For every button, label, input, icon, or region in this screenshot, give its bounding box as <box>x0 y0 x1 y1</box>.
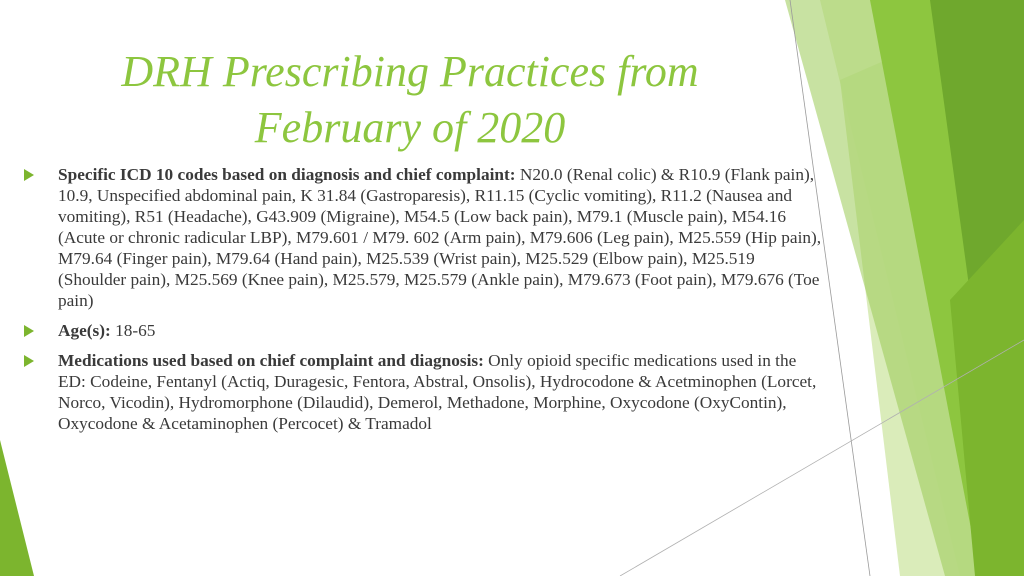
bullet-label: Medications used based on chief complaint and diagnosis: <box>58 351 484 370</box>
triangle-right-icon <box>24 355 34 367</box>
bullet-medications <box>24 350 824 434</box>
bullet-ages <box>24 320 824 341</box>
bullet-label: Specific ICD 10 codes based on diagnosis and chief complaint: <box>58 165 516 184</box>
bullet-text: N20.0 (Renal colic) & R10.9 (Flank pain), 10.9, Unspecified abdominal pain, K 31.84 (Gastroparesis), R11.15 (Cyclic vomiting), R11.2 (Nausea and vomiting), R51 (Headache), G43.909 (Migraine), M54.5 (Low back pain), M79.1 (Muscle pain), M54.16 (Acute or chronic radicular LBP), M79.601 / M79. 602 (Arm pain), M79.606 (Leg pain), M25.559 (Hip pain), M79.64 (Finger pain), M79.64 (Hand pain), M25.539 (Wrist pain), M25.529 (Elbow pain), M25.519 (Shoulder pain), M25.569 (Knee pain), M25.579, M25.579 (Ankle pain), M79.673 (Foot pain), M79.676 (Toe pain) <box>58 165 822 310</box>
slide-title <box>40 44 780 156</box>
bullet-list <box>24 164 824 443</box>
triangle-right-icon <box>24 169 34 181</box>
left-green-accent <box>0 440 34 576</box>
slide-title-line-1: DRH Prescribing Practices from <box>121 47 699 96</box>
bullet-label: Age(s): <box>58 321 111 340</box>
triangle-right-icon <box>24 325 34 337</box>
bullet-text: 18-65 <box>110 321 156 340</box>
bullet-text: Only opioid specific medications used in the ED: Codeine, Fentanyl (Actiq, Duragesic, Fentora, Abstral, Onsolis), Hydrocodone & Acetminophen (Lorcet, Norco, Vicodin), Hydromorphone (Dilaudid), Demerol, Methadone, Morphine, Oxycodone (OxyContin), Oxycodone & Acetaminophen (Percocet) & Tramadol <box>58 351 817 433</box>
bullet-icd-codes <box>24 164 824 311</box>
slide-title-line-2: February of 2020 <box>254 103 566 152</box>
